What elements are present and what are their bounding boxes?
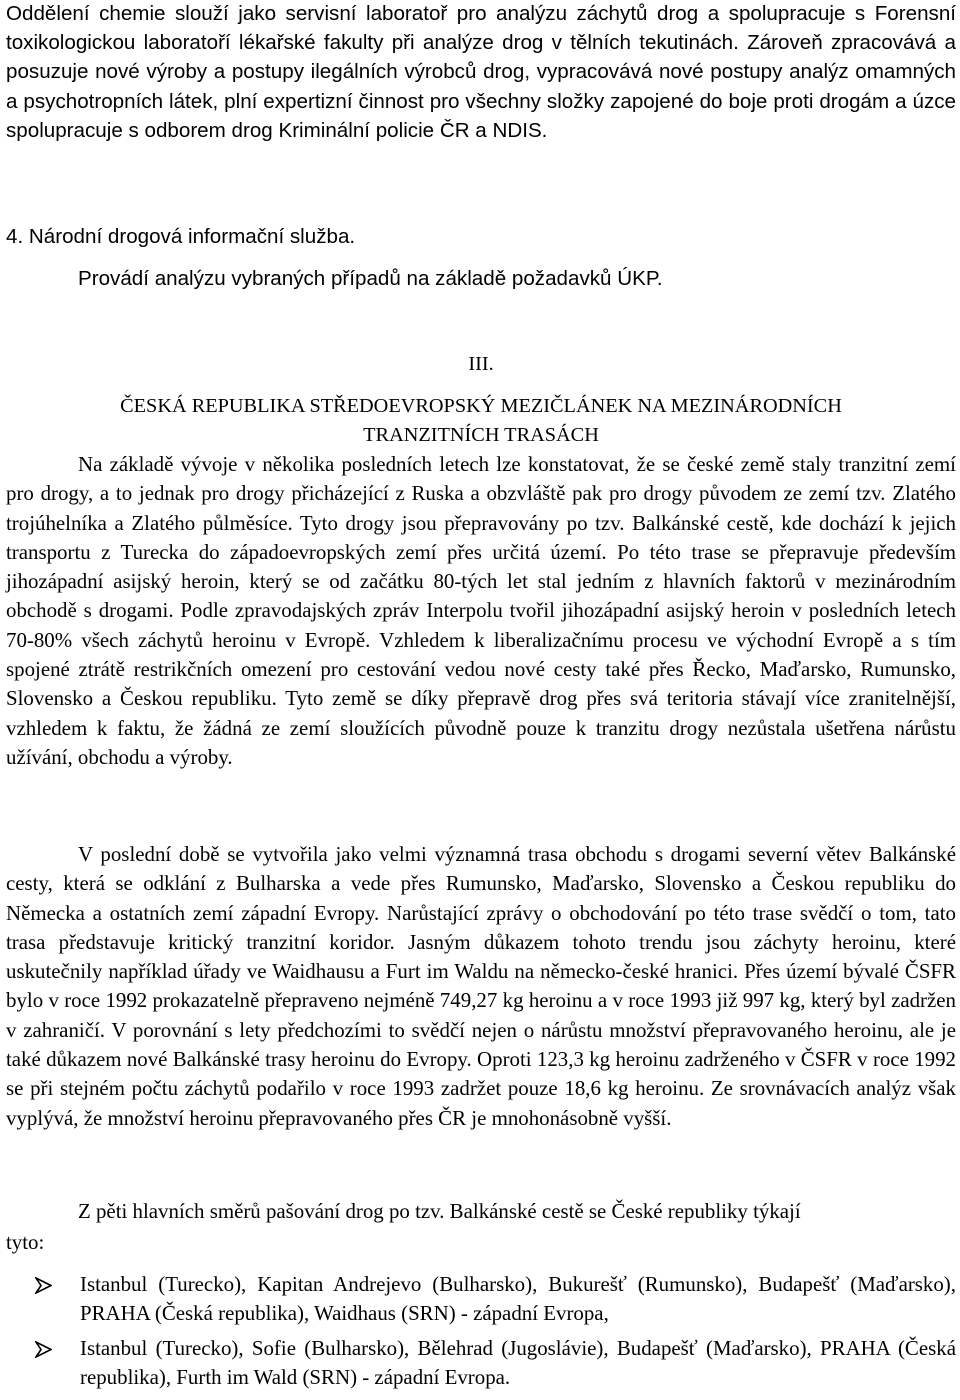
paragraph-routes-intro: Z pěti hlavních směrů pašování drog po tzv. Balkánské cestě se České republiky týkají xyxy=(78,1199,801,1223)
list-item xyxy=(6,1334,956,1393)
section-number: III. xyxy=(468,353,494,375)
list-item xyxy=(6,1270,956,1329)
section-title-continued: TRANZITNÍCH TRASÁCH xyxy=(363,424,599,446)
item-4-title: 4. Národní drogová informační služba. xyxy=(6,225,356,248)
routes-list xyxy=(6,1270,956,1392)
paragraph-chemistry-department: Oddělení chemie slouží jako servisní laboratoř pro analýzu záchytů drog a spolupracuje s Forensní toxikologickou laboratoří lékařské fakulty při analýze drog v tělních tekutinách. Zároveň zpracovává a posuzuje nové výroby a postupy ilegálních výrobců drog, vypracovává nové postupy analýz omamných a psychotropních látek, plní expertizní činnost pro všechny složky zapojené do boje proti drogám a úzce spolupracuje s odborem drog Kriminální policie ČR a NDIS. xyxy=(6,2,956,142)
arrowhead-bullet-icon xyxy=(35,1341,52,1358)
arrowhead-bullet-icon xyxy=(35,1277,52,1294)
section-title: ČESKÁ REPUBLIKA STŘEDOEVROPSKÝ MEZIČLÁNEK NA MEZINÁRODNÍCH xyxy=(120,395,842,417)
route-text: Istanbul (Turecko), Sofie (Bulharsko), Bělehrad (Jugoslávie), Budapešť (Maďarsko), PRAHA (Česká republika), Furth im Wald (SRN) - západní Evropa. xyxy=(80,1335,956,1389)
item-4-text: Provádí analýzu vybraných případů na základě požadavků ÚKP. xyxy=(78,267,663,290)
paragraph-transit-country: Na základě vývoje v několika posledních letech lze konstatovat, že se české země staly tranzitní zemí pro drogy, a to jednak pro drogy přicházející z Ruska a obzvláště pak pro drogy původem ze zemí tzv. Zlatého trojúhelníka a Zlatého půlměsíce. Tyto drogy jsou přepravovány po tzv. Balkánské cestě, kde dochází k jejich transportu z Turecka do západoevropských zemí přes určitá území. Po této trase se přepravuje především jihozápadní asijský heroin, který se od začátku 80-tých let stal jedním z hlavních faktorů v mezinárodním obchodě s drogami. Podle zpravodajských zpráv Interpolu tvořil jihozápadní asijský heroin v posledních letech 70-80% všech záchytů heroinu v Evropě. Vzhledem k liberalizačnímu procesu ve východní Evropě a s tím spojené ztrátě restrikčních omezení pro cestování vedou nové cesty také přes Řecko, Maďarsko, Rumunsko, Slovensko a Českou republiku. Tyto země se díky přepravě drog přes svá teritoria stávají více zranitelnější, vzhledem k faktu, že žádná ze zemí sloužících původně pouze k tranzitu drogy nezůstala ušetřena nárůstu užívání, obchodu a výroby. xyxy=(6,452,956,769)
route-text: Istanbul (Turecko), Kapitan Andrejevo (Bulharsko), Bukurešť (Rumunsko), Budapešť (Maďarsko), PRAHA (Česká republika), Waidhaus (SRN) - západní Evropa, xyxy=(80,1272,956,1326)
paragraph-routes-intro-continued: tyto: xyxy=(6,1230,45,1254)
paragraph-balkan-route: V poslední době se vytvořila jako velmi významná trasa obchodu s drogami severní větev Balkánské cesty, která se odklání z Bulharska a vede přes Rumunsko, Maďarsko, Slovensko a Českou republiku do Německa a ostatních zemí západní Evropy. Narůstající zprávy o obchodování po této trase svědčí o tom, tato trasa představuje kritický tranzitní koridor. Jasným důkazem tohoto trendu jsou záchyty heroinu, které uskutečnily například úřady ve Waidhausu a Furt im Waldu na německo-české hranici. Přes území bývalé ČSFR bylo v roce 1992 prokazatelně přepraveno nejméně 749,27 kg heroinu a v roce 1993 již 997 kg, který byl zadržen v zahraničí. V porovnání s lety předchozími to svědčí nejen o nárůstu množství přepravovaného heroinu, ale je také důkazem nové Balkánské trasy heroinu do Evropy. Oproti 123,3 kg heroinu zadrženého v ČSFR v roce 1992 se při stejném počtu záchytů podařilo v roce 1993 zadržet pouze 18,6 kg heroinu. Ze srovnávacích analýz však vyplývá, že množství heroinu přepravovaného přes ČR je mnohonásobně vyšší. xyxy=(6,842,956,1130)
